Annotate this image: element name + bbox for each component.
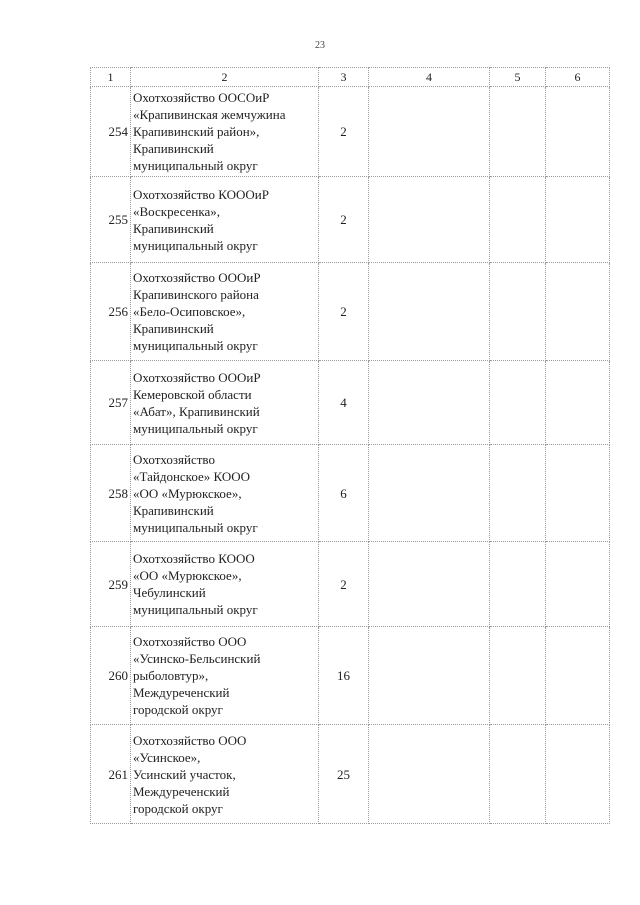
name-line: Охотхозяйство ОООиР (133, 270, 261, 285)
row-number: 255 (91, 177, 131, 263)
header-col-1: 1 (91, 68, 131, 87)
quantity-value: 2 (319, 87, 369, 177)
name-line: городской округ (133, 800, 223, 816)
table-row (91, 542, 610, 627)
empty-cell-col-4 (369, 445, 490, 542)
name-line: «ОО «Мурюкское», (133, 485, 242, 501)
table-row (91, 725, 610, 824)
empty-cell-col-5 (490, 445, 546, 542)
name-line: муниципальный округ (133, 602, 258, 617)
name-line: «Усинское», (133, 749, 201, 765)
empty-cell-col-6 (546, 177, 610, 263)
empty-cell-col-6 (546, 445, 610, 542)
name-line: Крапивинский (133, 220, 214, 236)
empty-cell-col-5 (490, 177, 546, 263)
table-row (91, 361, 610, 445)
name-line: «Усинско-Бельсинский (133, 651, 261, 666)
empty-cell-col-6 (546, 361, 610, 445)
row-number: 259 (91, 542, 131, 627)
name-line: Охотхозяйство (133, 451, 215, 467)
name-line: муниципальный округ (133, 519, 258, 535)
empty-cell-col-4 (369, 542, 490, 627)
empty-cell-col-4 (369, 177, 490, 263)
quantity-value: 4 (319, 361, 369, 445)
name-line: Охотхозяйство ООО (133, 634, 247, 649)
table-row (91, 445, 610, 542)
empty-cell-col-5 (490, 725, 546, 824)
table-body (91, 68, 610, 824)
header-col-3: 3 (319, 68, 369, 87)
name-line: Охотхозяйство ООО (133, 732, 247, 748)
page-number: 23 (315, 40, 325, 51)
name-line: Охотхозяйство ОООиР (133, 369, 261, 385)
empty-cell-col-5 (490, 627, 546, 725)
name-line: Чебулинский (133, 585, 206, 600)
table-header-row (91, 68, 610, 87)
empty-cell-col-5 (490, 361, 546, 445)
name-line: Усинский участок, (133, 766, 236, 782)
table-row (91, 263, 610, 361)
header-col-6: 6 (546, 68, 610, 87)
empty-cell-col-6 (546, 542, 610, 627)
quantity-value: 2 (319, 263, 369, 361)
name-line: Кемеровской области (133, 386, 252, 402)
name-line: Междуреченский (133, 685, 230, 700)
row-number: 260 (91, 627, 131, 725)
name-line: «ОО «Мурюкское», (133, 568, 242, 583)
row-number: 257 (91, 361, 131, 445)
name-line: Крапивинского района (133, 287, 259, 302)
name-line: «Воскресенка», (133, 203, 220, 219)
hunting-area-name (131, 361, 319, 445)
row-number: 254 (91, 87, 131, 177)
empty-cell-col-6 (546, 627, 610, 725)
name-line: муниципальный округ (133, 237, 258, 253)
empty-cell-col-6 (546, 263, 610, 361)
header-col-2: 2 (131, 68, 319, 87)
name-line: Междуреченский (133, 783, 230, 799)
empty-cell-col-4 (369, 627, 490, 725)
quantity-value: 6 (319, 445, 369, 542)
name-line: «Тайдонское» КООО (133, 468, 251, 484)
empty-cell-col-6 (546, 87, 610, 177)
hunting-area-name (131, 627, 319, 725)
hunting-area-name (131, 725, 319, 824)
empty-cell-col-5 (490, 542, 546, 627)
table-row (91, 177, 610, 263)
empty-cell-col-6 (546, 725, 610, 824)
name-line: рыболовтур», (133, 668, 209, 683)
row-number: 256 (91, 263, 131, 361)
hunting-area-name (131, 263, 319, 361)
empty-cell-col-5 (490, 263, 546, 361)
name-line: Крапивинский (133, 502, 214, 518)
header-col-5: 5 (490, 68, 546, 87)
hunting-area-name (131, 177, 319, 263)
header-col-4: 4 (369, 68, 490, 87)
hunting-area-name (131, 87, 319, 177)
quantity-value: 2 (319, 542, 369, 627)
empty-cell-col-4 (369, 263, 490, 361)
empty-cell-col-4 (369, 361, 490, 445)
row-number: 261 (91, 725, 131, 824)
name-line: Крапивинский район», (133, 124, 260, 139)
table-row (91, 87, 610, 177)
name-line: «Абат», Крапивинский (133, 403, 260, 419)
name-line: муниципальный округ (133, 420, 258, 436)
name-line: муниципальный округ (133, 338, 258, 353)
table-row (91, 627, 610, 725)
name-line: Охотхозяйство КОООиР (133, 186, 269, 202)
name-line: муниципальный округ (133, 158, 258, 173)
empty-cell-col-5 (490, 87, 546, 177)
name-line: «Бело-Осиповское», (133, 304, 246, 319)
hunting-area-name (131, 542, 319, 627)
name-line: «Крапивинская жемчужина (133, 107, 286, 122)
name-line: Крапивинский (133, 321, 214, 336)
hunting-area-name (131, 445, 319, 542)
quantity-value: 25 (319, 725, 369, 824)
hunting-areas-table (90, 67, 610, 824)
quantity-value: 2 (319, 177, 369, 263)
name-line: Крапивинский (133, 141, 214, 156)
name-line: Охотхозяйство ООСОиР (133, 90, 270, 105)
quantity-value: 16 (319, 627, 369, 725)
empty-cell-col-4 (369, 87, 490, 177)
row-number: 258 (91, 445, 131, 542)
name-line: городской округ (133, 702, 223, 717)
empty-cell-col-4 (369, 725, 490, 824)
name-line: Охотхозяйство КООО (133, 551, 255, 566)
